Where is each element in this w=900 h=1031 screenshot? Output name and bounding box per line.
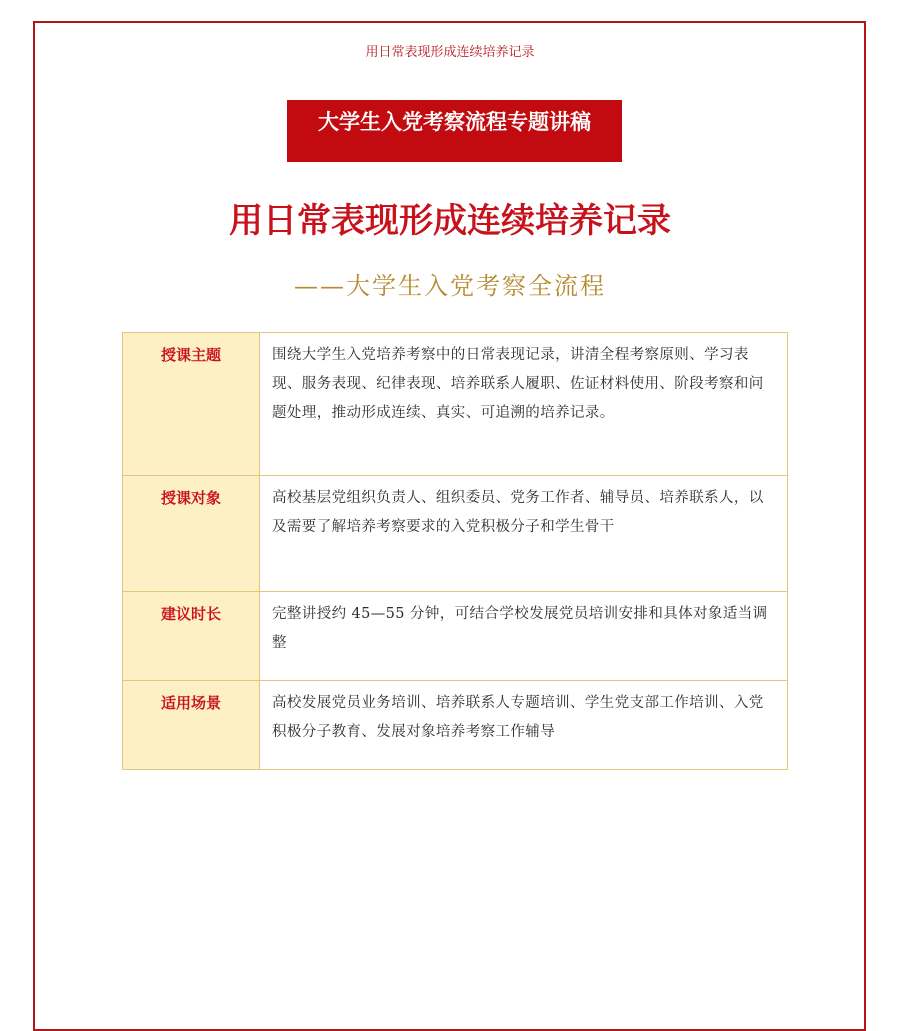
topic-banner: 大学生入党考察流程专题讲稿 bbox=[287, 100, 622, 162]
table-row-audience bbox=[123, 476, 788, 592]
table-row-scenario bbox=[123, 681, 788, 770]
course-info-table bbox=[122, 332, 788, 770]
page-title: 用日常表现形成连续培养记录 bbox=[229, 201, 671, 241]
row-content: 完整讲授约 45—55 分钟，可结合学校发展党员培训安排和具体对象适当调整 bbox=[260, 592, 788, 681]
table-row-duration bbox=[123, 592, 788, 681]
row-label: 授课对象 bbox=[123, 476, 260, 592]
row-content: 高校基层党组织负责人、组织委员、党务工作者、辅导员、培养联系人，以及需要了解培养考察要求的入党积极分子和学生骨干 bbox=[260, 476, 788, 592]
row-label: 建议时长 bbox=[123, 592, 260, 681]
row-content: 围绕大学生入党培养考察中的日常表现记录，讲清全程考察原则、学习表现、服务表现、纪律表现、培养联系人履职、佐证材料使用、阶段考察和问题处理，推动形成连续、真实、可追溯的培养记录。 bbox=[260, 333, 788, 476]
page-subtitle: ——大学生入党考察全流程 bbox=[294, 272, 606, 300]
row-content: 高校发展党员业务培训、培养联系人专题培训、学生党支部工作培训、入党积极分子教育、发展对象培养考察工作辅导 bbox=[260, 681, 788, 770]
row-label: 适用场景 bbox=[123, 681, 260, 770]
row-label: 授课主题 bbox=[123, 333, 260, 476]
running-header: 用日常表现形成连续培养记录 bbox=[365, 45, 535, 60]
table-row-topic bbox=[123, 333, 788, 476]
